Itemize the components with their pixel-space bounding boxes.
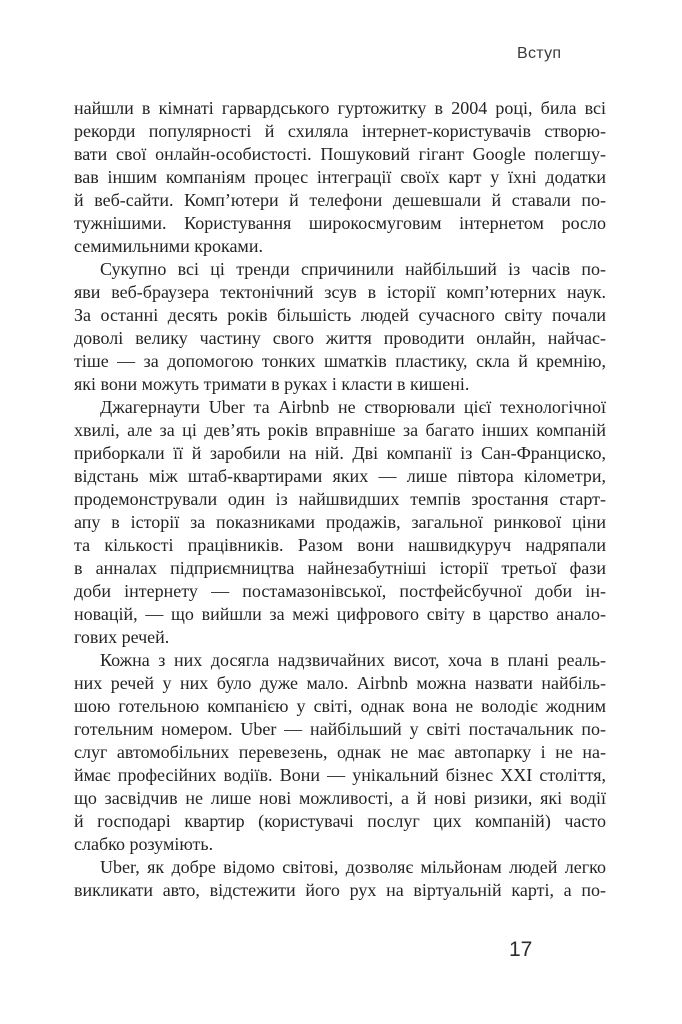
text-line: що засвідчив не лише нові можливості, а й нові ризики, які водії (74, 788, 606, 808)
text-line: ймає професійних водіїв. Вони — унікальний бізнес XXI століття, (74, 765, 606, 785)
text-line: вав іншим компаніям процес інтеграції своїх карт у їхні додатки (74, 167, 606, 187)
text-line: готельним номером. Uber — найбільший у світі постачальник по- (74, 719, 606, 739)
text-line: відстань між штаб-квартирами яких — лише півтора кілометри, (74, 466, 606, 486)
text-line: тужнішими. Користування широкосмуговим інтернетом росло (74, 213, 606, 233)
text-line: та кількості працівників. Разом вони нашвидкуруч надряпали (74, 535, 606, 555)
text-line: новацій, — що вийшли за межі цифрового світу в царство анало- (74, 604, 606, 624)
text-line: Джагернаути Uber та Airbnb не створювали цієї технологічної (100, 397, 606, 417)
text-line: яви веб-браузера тектонічний зсув в історії комп’ютерних наук. (74, 282, 606, 302)
running-header: Вступ (517, 45, 562, 62)
text-column (74, 97, 606, 902)
paragraph (74, 396, 606, 649)
text-line: апу в історії за показниками продажів, загальної ринкової ціни (74, 512, 606, 532)
text-line: Кожна з них досягла надзвичайних висот, хоча в плані реаль- (100, 650, 606, 670)
text-line: За останні десять років більшість людей сучасного світу почали (74, 305, 606, 325)
text-line: вати свої онлайн-особистості. Пошуковий гігант Google полегшу- (74, 144, 606, 164)
paragraph (74, 649, 606, 856)
text-line: викликати авто, відстежити його рух на віртуальній карті, а по- (74, 880, 606, 900)
text-line: шою готельною компанією у світі, однак вона не володіє жодним (74, 696, 606, 716)
text-line: продемонстрували один із найшвидших темпів зростання старт- (74, 489, 606, 509)
text-line: й господарі квартир (користувачі послуг цих компаній) часто (74, 811, 606, 831)
text-line: доби інтернету — постамазонівської, постфейсбучної доби ін- (74, 581, 606, 601)
text-line: найшли в кімнаті гарвардського гуртожитку в 2004 році, била всі (74, 98, 606, 118)
text-line: слуг автомобільних перевезень, однак не має автопарку і не на- (74, 742, 606, 762)
text-line: рекорди популярності й схиляла інтернет-користувачів створю- (74, 121, 606, 141)
text-line: хвилі, але за ці дев’ять років вправніше за багато інших компаній (74, 420, 606, 440)
text-line: тіше — за допомогою тонких шматків пластику, скла й кремнію, (74, 351, 606, 371)
text-line: семимильними кроками. (74, 236, 263, 256)
text-line: них речей у них було дуже мало. Airbnb можна назвати найбіль- (74, 673, 606, 693)
page-number: 17 (509, 938, 533, 961)
text-line: приборкали її й заробили на ній. Дві компанії із Сан-Франциско, (74, 443, 606, 463)
paragraph (74, 97, 606, 258)
text-line: Uber, як добре відомо світові, дозволяє мільйонам людей легко (100, 857, 606, 877)
text-line: гових речей. (74, 627, 170, 647)
text-line: які вони можуть тримати в руках і класти в кишені. (74, 374, 470, 394)
paragraph (74, 856, 606, 902)
text-line: в анналах підприємництва найнезабутніші історії третьої фази (74, 558, 606, 578)
text-line: слабко розуміють. (74, 834, 214, 854)
paragraph (74, 258, 606, 396)
text-line: Сукупно всі ці тренди спричинили найбільший із часів по- (100, 259, 606, 279)
text-line: доволі велику частину свого життя проводити онлайн, найчас- (74, 328, 606, 348)
text-line: й веб-сайти. Комп’ютери й телефони дешевшали й ставали по- (74, 190, 606, 210)
